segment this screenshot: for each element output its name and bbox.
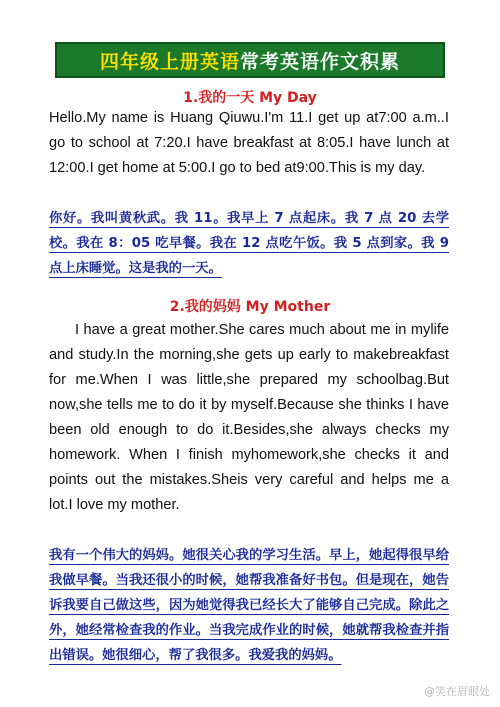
section-title-my-day: 1.我的一天 My Day <box>183 90 317 106</box>
page-banner <box>55 42 445 78</box>
watermark: @笑在眉眼处 <box>424 685 490 698</box>
banner-rest: 常考英语作文积累 <box>240 50 401 73</box>
section-english-my-day: Hello.My name is Huang Qiuwu.I'm 11.I get up at7:00 a.m..I go to school at 7:20.I have breakfast at 8:05.I have lunch at 12:00.I get home at 5:00.I go to bed at9:00.This is my day. <box>49 110 449 176</box>
banner-highlight: 四年级上册英语 <box>99 50 240 73</box>
section-english-my-mother: I have a great mother.She cares much about me in mylife and study.In the morning,she gets up early to makebreakfast for me.When I was little,she prepared my schoolbag.But now,she tells me to do it by myself.Because she thinks I have been old enough to do it.Besides,she always checks my homework. When I finish myhomework,she checks it and points out the mistakes.Sheis very careful and helps me a lot.I love my mother. <box>49 322 449 513</box>
chinese-text: 你好。我叫黄秋武。我 11。我早上 7 点起床。我 7 点 20 去学校。我在 8：05 吃早餐。我在 12 点吃午饭。我 5 点到家。我 9 点上床睡觉。这是我的一天。 <box>49 211 449 276</box>
section-chinese-my-mother <box>49 543 449 668</box>
chinese-text: 我有一个伟大的妈妈。她很关心我的学习生活。早上，她起得很早给我做早餐。当我还很小的时候，她帮我准备好书包。但是现在，她告诉我要自己做这些，因为她觉得我已经长大了能够自己完成。除此之外，她经常检查我的作业。当我完成作业的时候，她就帮我检查并指出错误。她很细心，帮了我很多。我爱我的妈妈。 <box>49 548 449 663</box>
section-chinese-my-day <box>49 206 449 281</box>
section-title-my-mother: 2.我的妈妈 My Mother <box>169 299 331 315</box>
